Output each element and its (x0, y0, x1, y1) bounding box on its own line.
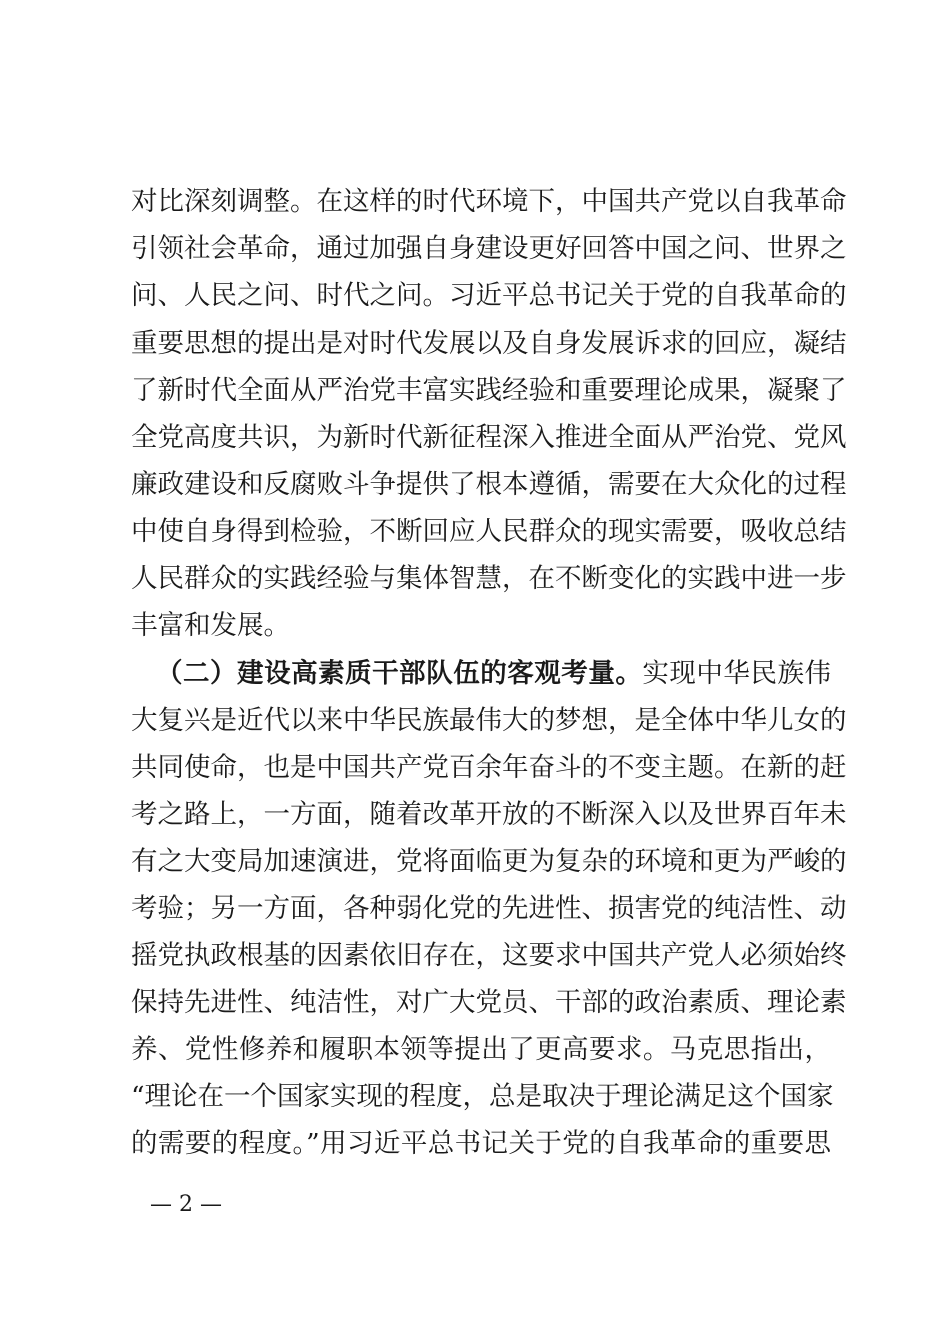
paragraph-line: 了新时代全面从严治党丰富实践经验和重要理论成果，凝聚了 (131, 375, 847, 406)
page-number: — 2 — (150, 1192, 222, 1217)
paragraph-line: 摇党执政根基的因素依旧存在，这要求中国共产党人必须始终 (131, 940, 847, 971)
paragraph-line: 的需要的程度。”用习近平总书记关于党的自我革命的重要思 (131, 1128, 831, 1159)
paragraph-line: 丰富和发展。 (131, 610, 290, 641)
paragraph-line: 问、人民之问、时代之问。习近平总书记关于党的自我革命的 (131, 280, 847, 311)
paragraph-first-line (156, 656, 831, 692)
paragraph-line: 考之路上，一方面，随着改革开放的不断深入以及世界百年未 (131, 799, 847, 830)
paragraph-line: 考验；另一方面，各种弱化党的先进性、损害党的纯洁性、动 (131, 893, 847, 924)
paragraph-line: “理论在一个国家实现的程度，总是取决于理论满足这个国家 (131, 1081, 834, 1112)
paragraph-line: 养、党性修养和履职本领等提出了更高要求。马克思指出， (131, 1034, 831, 1065)
paragraph-line: 重要思想的提出是对时代发展以及自身发展诉求的回应，凝结 (131, 328, 847, 359)
paragraph-line: 全党高度共识，为新时代新征程深入推进全面从严治党、党风 (131, 422, 847, 453)
paragraph-line: 共同使命，也是中国共产党百余年奋斗的不变主题。在新的赶 (131, 752, 847, 783)
paragraph-line: 廉政建设和反腐败斗争提供了根本遵循，需要在大众化的过程 (131, 469, 847, 500)
section-heading: （二）建设高素质干部队伍的客观考量。 (156, 658, 643, 689)
paragraph-line: 中使自身得到检验，不断回应人民群众的现实需要，吸收总结 (131, 516, 847, 547)
paragraph-text: 实现中华民族伟 (642, 658, 831, 689)
paragraph-line: 引领社会革命，通过加强自身建设更好回答中国之问、世界之 (131, 233, 847, 264)
paragraph-line: 大复兴是近代以来中华民族最伟大的梦想，是全体中华儿女的 (131, 705, 847, 736)
paragraph-line: 有之大变局加速演进，党将面临更为复杂的环境和更为严峻的 (131, 846, 847, 877)
paragraph-line: 人民群众的实践经验与集体智慧，在不断变化的实践中进一步 (131, 563, 847, 594)
paragraph-line: 保持先进性、纯洁性，对广大党员、干部的政治素质、理论素 (131, 987, 847, 1018)
paragraph-line: 对比深刻调整。在这样的时代环境下，中国共产党以自我革命 (131, 186, 847, 217)
